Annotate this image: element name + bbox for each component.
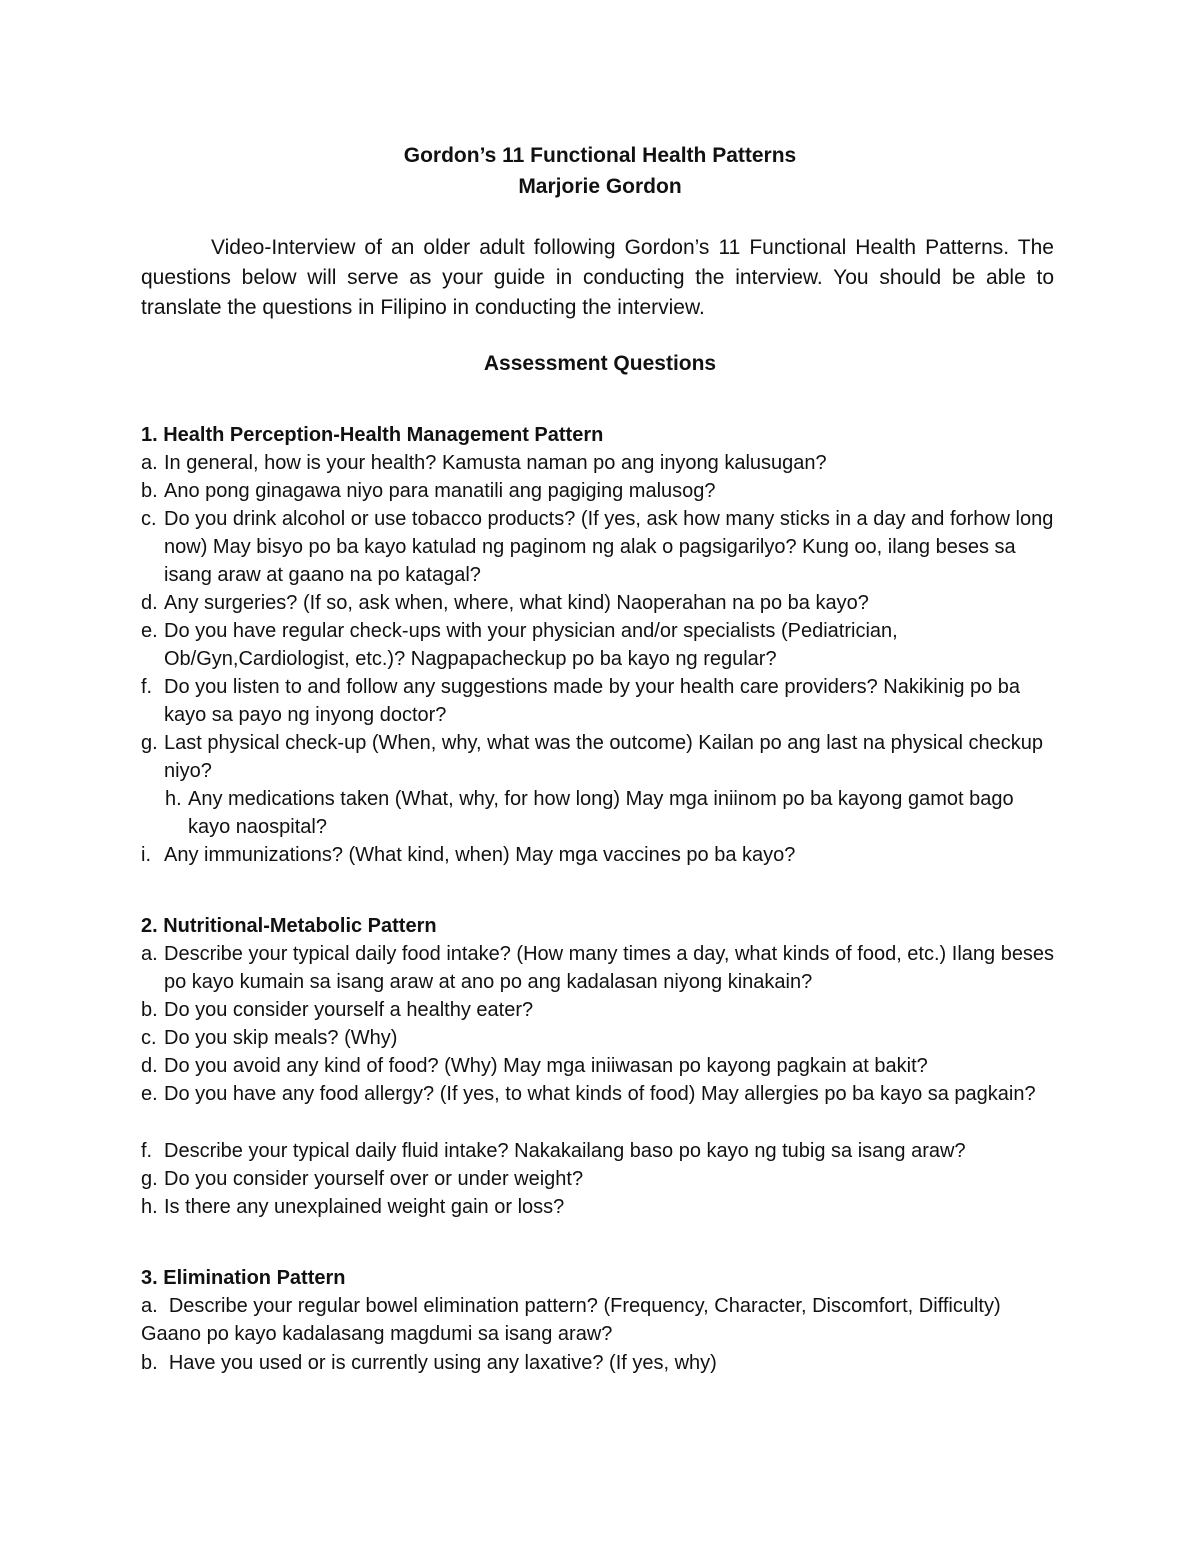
item-text: Do you drink alcohol or use tobacco products? (If yes, ask how many sticks in a day and forhow long now) May bisyo po ba kayo katulad ng paginom ng alak o pagsigarilyo? Kung oo, ilang beses sa isang araw at gaano na po katagal?	[164, 508, 1054, 586]
item-text: Do you consider yourself a healthy eater?	[164, 999, 534, 1021]
item-letter: h.	[141, 1196, 158, 1218]
item-letter: h.	[165, 788, 182, 810]
item-letter: i.	[141, 844, 151, 866]
item-text: Do you avoid any kind of food? (Why) May mga iniiwasan po kayong pagkain at bakit?	[164, 1055, 928, 1077]
item-text: Last physical check-up (When, why, what was the outcome) Kailan po ang last na physical checkup niyo?	[164, 732, 1043, 782]
question-item	[141, 505, 1061, 589]
item-letter: e.	[141, 1083, 158, 1105]
item-letter: g.	[141, 732, 158, 754]
item-text: Have you used or is currently using any laxative? (If yes, why)	[168, 1352, 717, 1374]
question-item	[141, 1349, 1041, 1377]
assessment-heading: Assessment Questions	[483, 352, 717, 375]
item-letter: d.	[141, 592, 158, 614]
item-letter: e.	[141, 620, 158, 642]
section-title-nutritional: 2. Nutritional-Metabolic Pattern	[141, 915, 437, 937]
item-text: Do you listen to and follow any suggestions made by your health care providers? Nakikinig po ba kayo sa payo ng inyong doctor?	[164, 676, 1021, 726]
question-item	[141, 1137, 1061, 1165]
item-letter: a.	[141, 943, 158, 965]
document-author: Marjorie Gordon	[518, 175, 682, 198]
item-text: Any medications taken (What, why, for how long) May mga iniinom po ba kayong gamot bago kayo naospital?	[188, 788, 1014, 838]
item-text: Is there any unexplained weight gain or loss?	[164, 1196, 565, 1218]
item-letter: d.	[141, 1055, 158, 1077]
item-text: Any surgeries? (If so, ask when, where, what kind) Naoperahan na po ba kayo?	[164, 592, 869, 614]
question-item	[141, 841, 1061, 869]
item-text: Describe your typical daily fluid intake? Nakakailang baso po kayo ng tubig sa isang araw?	[164, 1140, 966, 1162]
item-letter: f.	[141, 676, 153, 698]
document-title: Gordon’s 11 Functional Health Patterns	[403, 144, 797, 167]
question-item	[165, 785, 1045, 841]
question-item	[141, 940, 1061, 996]
item-letter: g.	[141, 1168, 158, 1190]
section-title-elimination: 3. Elimination Pattern	[141, 1267, 346, 1289]
question-item	[141, 1165, 1061, 1193]
item-text: In general, how is your health? Kamusta naman po ang inyong kalusugan?	[164, 452, 827, 474]
question-item	[141, 477, 1061, 505]
item-letter: c.	[141, 1027, 157, 1049]
item-text: Do you skip meals? (Why)	[164, 1027, 398, 1049]
item-text: Describe your regular bowel elimination pattern? (Frequency, Character, Discomfort, Difficulty) Gaano po kayo kadalasang magdumi sa isang araw?	[141, 1295, 1001, 1345]
item-text: Any immunizations? (What kind, when) May mga vaccines po ba kayo?	[164, 844, 796, 866]
item-letter: b.	[141, 999, 158, 1021]
question-item	[141, 1080, 1061, 1108]
question-item	[141, 729, 1061, 785]
item-text: Do you have any food allergy? (If yes, to what kinds of food) May allergies po ba kayo sa pagkain?	[164, 1083, 1036, 1105]
item-text: Do you consider yourself over or under weight?	[164, 1168, 584, 1190]
question-item	[141, 617, 1061, 673]
intro-paragraph: Video-Interview of an older adult following Gordon’s 11 Functional Health Patterns. The questions below will serve as your guide in conducting the interview. You should be able to translate the questions in Filipino in conducting the interview.	[141, 236, 1054, 319]
question-item	[141, 449, 1061, 477]
question-item	[141, 1292, 1041, 1348]
question-item	[141, 673, 1061, 729]
question-item	[141, 1052, 1061, 1080]
question-item	[141, 1024, 1061, 1052]
item-text: Do you have regular check-ups with your physician and/or specialists (Pediatrician, Ob/Gyn,Cardiologist, etc.)? Nagpapacheckup po ba kayo ng regular?	[164, 620, 898, 670]
item-letter: f.	[141, 1140, 153, 1162]
item-letter: a.	[141, 452, 158, 474]
item-letter: b.	[141, 480, 158, 502]
question-item	[141, 1193, 1061, 1221]
question-item	[141, 589, 1061, 617]
item-text: Ano pong ginagawa niyo para manatili ang pagiging malusog?	[164, 480, 716, 502]
item-text: Describe your typical daily food intake? (How many times a day, what kinds of food, etc.) Ilang beses po kayo kumain sa isang araw at ano po ang kadalasan niyong kinakain?	[164, 943, 1055, 993]
item-letter: a.	[141, 1295, 158, 1317]
question-item	[141, 996, 1061, 1024]
section-title-health-perception: 1. Health Perception-Health Management Pattern	[141, 424, 604, 446]
item-letter: c.	[141, 508, 157, 530]
item-letter: b.	[141, 1352, 158, 1374]
